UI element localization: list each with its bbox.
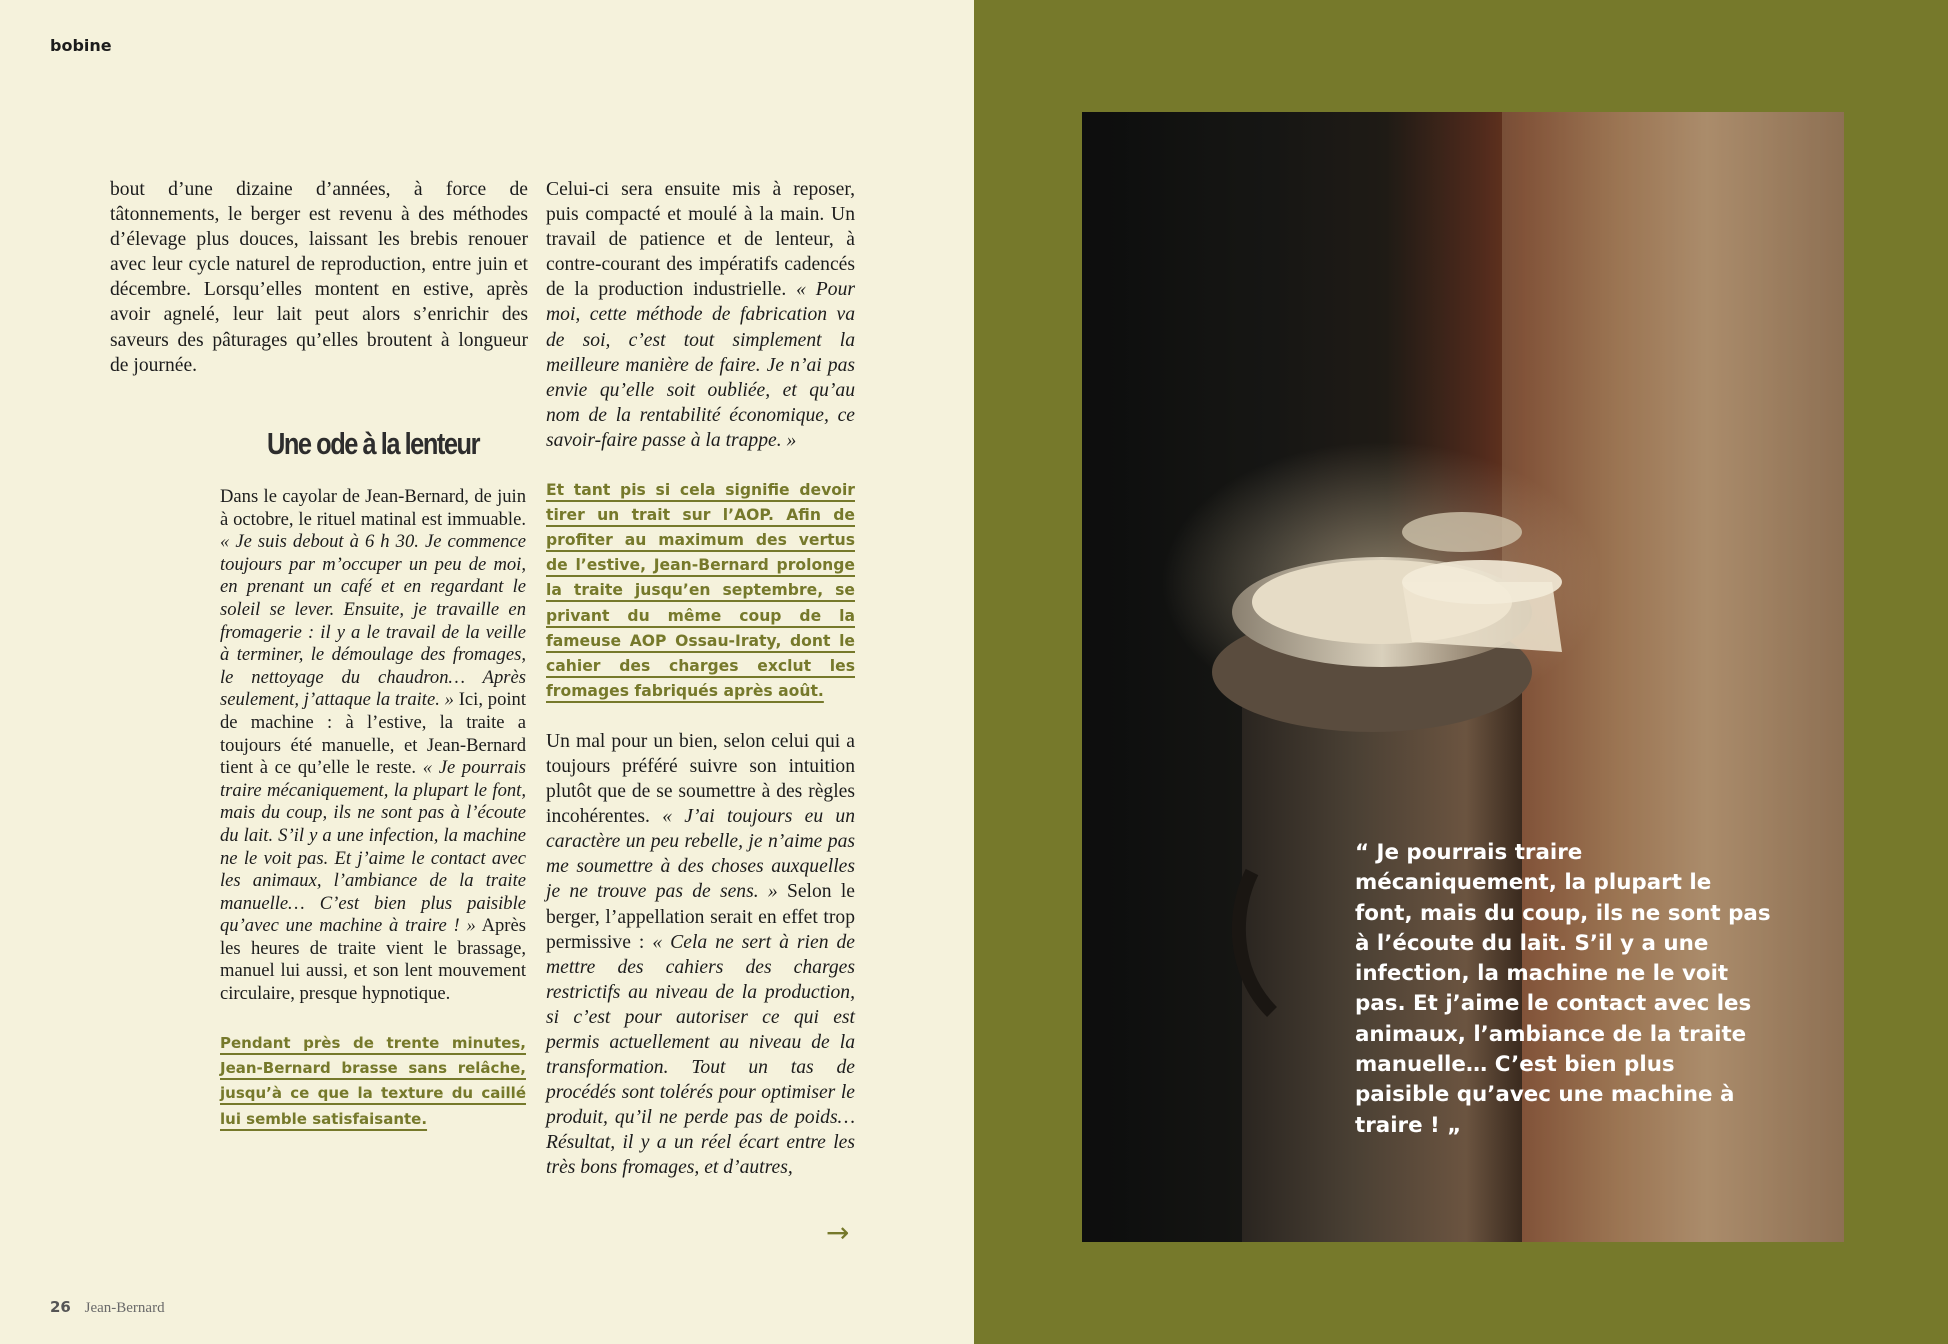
- pull-quote: [220, 1031, 526, 1132]
- quote-run: « Cela ne sert à rien de mettre des cahiers des charges restrictifs au niveau de la production, si c’est pour autoriser ce qui est permis actuellement au niveau de la transformation. Tout un tas de procédés sont tolérés pour optimiser le produit, qu’il ne perde pas de poids… Résultat, il y a un réel écart entre les très bons fromages, et d’autres,: [546, 931, 855, 1179]
- photo-pull-quote: “ Je pourrais traire mécaniquement, la plupart le font, mais du coup, ils ne sont pas à l’écoute du lait. S’il y a une infection, la machine ne le voit pas. Et j’aime le contact avec les animaux, l’ambiance de la traite manuelle… C’est bien plus paisible qu’avec une machine à traire ! „: [1355, 840, 1771, 1138]
- intro-paragraph: bout d’une dizaine d’années, à force de tâtonnements, le berger est revenu à des méthodes d’élevage plus douces, laissant les brebis renouer avec leur cycle naturel de reproduction, entre juin et décembre. Lorsqu’elles montent en estive, après avoir agnelé, leur lait peut alors s’enrichir des saveurs des pâturages qu’elles broutent à longueur de journée.: [110, 179, 528, 376]
- left-body-column: [220, 486, 526, 1132]
- section-heading: Une ode à la lenteur: [266, 426, 480, 461]
- pull-quote-text: Pendant près de trente minutes, Jean-Bernard brasse sans relâche, jusqu’à ce que la texture du caillé lui semble satisfaisante.: [220, 1033, 526, 1128]
- text-run: Un mal pour un bien, selon celui qui a toujours préféré suivre son intuition plutôt que de se soumettre à des règles incohérentes.: [546, 730, 855, 828]
- running-title: Jean-Bernard: [84, 1300, 165, 1316]
- text-run: Selon le berger, l’appellation serait en effet trop permissive :: [546, 881, 855, 953]
- text-run: Dans le cayolar de Jean-Bernard, de juin à octobre, le rituel matinal est immuable.: [220, 486, 526, 530]
- page-number: 26: [50, 1298, 71, 1316]
- pull-quote-text: Et tant pis si cela signifie devoir tirer un trait sur l’AOP. Afin de profiter au maximum des vertus de l’estive, Jean-Bernard prolonge la traite jusqu’en septembre, se privant du même coup de la fameuse AOP Ossau-Iraty, dont le cahier des charges exclut les fromages fabriqués après août.: [546, 481, 855, 700]
- quote-run: « J’ai toujours eu un caractère un peu rebelle, je n’aime pas me soumettre à des choses auxquelles je ne trouve pas de sens. »: [546, 806, 856, 903]
- quote-run: « Je pourrais traire mécaniquement, la plupart le font, mais du coup, ils ne sont pas à l’écoute du lait. S’il y a une infection, la machine ne le voit pas. Et j’aime le contact avec les animaux, l’ambiance de la traite manuelle… C’est bien plus paisible qu’avec une machine à traire ! »: [220, 757, 526, 937]
- text-run: Après les heures de traite vient le brassage, manuel lui aussi, et son lent mouvement circulaire, presque hypnotique.: [220, 915, 526, 1005]
- text-run: Ici, point de machine : à l’estive, la traite a toujours été manuelle, et Jean-Bernard tient à ce qu’elle le reste.: [220, 689, 526, 779]
- text-run: Celui-ci sera ensuite mis à reposer, puis compacté et moulé à la main. Un travail de patience et de lenteur, à contre-courant des impératifs cadencés de la production industrielle.: [546, 179, 855, 301]
- next-arrow-icon[interactable]: →: [826, 1216, 850, 1249]
- right-body-column: [546, 177, 855, 1181]
- brand-logo: bobine: [50, 36, 112, 55]
- quote-run: « Pour moi, cette méthode de fabrication va de soi, c’est tout simplement la meilleure manière de faire. Je n’ai pas envie qu’elle soit oubliée, et qu’au nom de la rentabilité économique, ce savoir-faire passe à la trappe. »: [546, 279, 855, 451]
- quote-run: « Je suis debout à 6 h 30. Je commence toujours par m’occuper un peu de moi, en prenant un café et en regardant le soleil se lever. Ensuite, je travaille en fromagerie : il y a le travail de la veille à terminer, le démoulage des fromages, le nettoyage du chaudron… Après seulement, j’attaque la traite. »: [220, 531, 526, 711]
- body-paragraph: [546, 729, 855, 1181]
- body-paragraph: [220, 486, 526, 1006]
- body-paragraph: [546, 177, 855, 453]
- intro-column: [110, 177, 528, 378]
- pull-quote: [546, 478, 855, 704]
- page-footer: [50, 1298, 165, 1317]
